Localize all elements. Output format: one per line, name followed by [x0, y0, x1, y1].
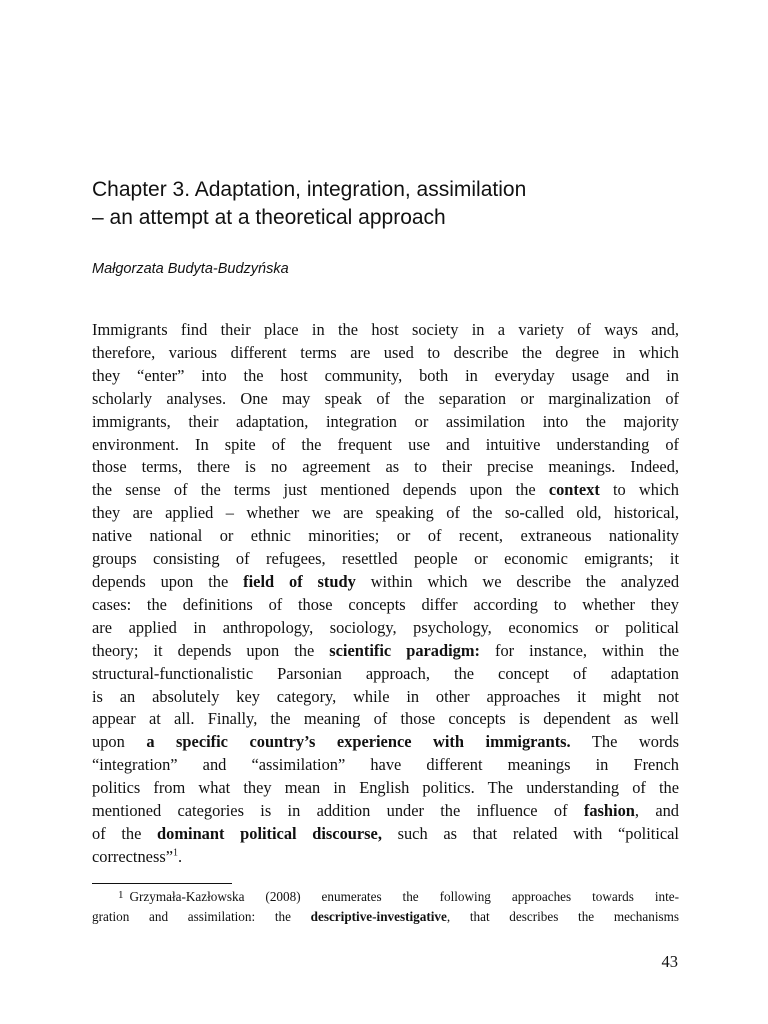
text-line: “integration” and “assimilation” have different meanings in French [92, 755, 679, 775]
text-segment: , that describes the mechanisms [446, 909, 680, 924]
bold-term-fashion: fashion [583, 801, 635, 821]
text-segment: depends upon the [92, 571, 229, 591]
footnote-marker: 1 [118, 889, 124, 901]
text-segment: of the [92, 823, 142, 843]
bold-term-descriptive-investigative: descriptive-investigative [310, 909, 447, 924]
text-segment: gration and assimilation: the [92, 909, 291, 924]
text-line: appear at all. Finally, the meaning of those concepts is dependent as well [92, 709, 679, 729]
text-line: structural-functionalistic Parsonian approach, the concept of adaptation [92, 663, 679, 683]
text-line: they are applied – whether we are speaking of the so-called old, historical, [92, 503, 679, 523]
author-name: Małgorzata Budyta-Budzyńska [92, 261, 289, 277]
bold-term-scientific-paradigm: scientific paradigm: [329, 640, 480, 660]
text-segment: mentioned categories is in addition under the influence of [92, 801, 568, 821]
footnote-reference[interactable]: 1 [173, 847, 178, 859]
footnote-separator [92, 883, 232, 884]
text-line: native national or ethnic minorities; or of recent, extraneous nationality [92, 526, 679, 546]
text-segment: . [178, 846, 183, 866]
text-line: cases: the definitions of those concepts differ according to whether they [92, 594, 679, 614]
text-segment: correctness” [92, 846, 173, 866]
text-segment: upon [92, 732, 125, 752]
chapter-title-line: – an attempt at a theoretical approach [92, 206, 446, 229]
bold-term-country-experience: a specific country’s experience with immigrants. [146, 732, 571, 752]
text-segment: , and [634, 801, 679, 821]
bold-term-field-of-study: field of study [243, 571, 356, 591]
text-line: is an absolutely key category, while in other approaches it might not [92, 686, 679, 706]
text-line [92, 823, 679, 846]
text-segment: Grzymała-Kazłowska (2008) enumerates the following approaches towards inte- [129, 889, 679, 904]
text-line [92, 640, 679, 663]
chapter-title-line: Chapter 3. Adaptation, integration, assimilation [92, 178, 527, 201]
text-line: groups consisting of refugees, resettled people or economic emigrants; it [92, 549, 679, 569]
text-segment: such as that related with “political [397, 823, 679, 843]
text-segment: theory; it depends upon the [92, 640, 315, 660]
body-paragraph [92, 319, 679, 869]
text-line [92, 731, 679, 754]
bold-term-dominant-discourse: dominant political discourse, [157, 823, 382, 843]
text-line: therefore, various different terms are used to describe the degree in which [92, 342, 679, 362]
page-number: 43 [661, 952, 678, 971]
text-line: politics from what they mean in English politics. The understanding of the [92, 778, 679, 798]
footnote [92, 887, 679, 927]
text-segment: The words [591, 732, 680, 752]
text-line: those terms, there is no agreement as to their precise meanings. Indeed, [92, 457, 679, 477]
text-line: are applied in anthropology, sociology, psychology, economics or political [92, 617, 679, 637]
text-line [92, 571, 679, 594]
text-line: environment. In spite of the frequent use and intuitive understanding of [92, 434, 679, 454]
text-line [92, 846, 679, 869]
text-segment: the sense of the terms just mentioned depends upon the [92, 480, 536, 500]
text-line [92, 800, 679, 823]
text-line: scholarly analyses. One may speak of the separation or marginalization of [92, 388, 679, 408]
text-line: Immigrants find their place in the host society in a variety of ways and, [92, 320, 679, 339]
chapter-title [92, 176, 692, 232]
text-segment: within which we describe the analyzed [370, 571, 680, 591]
text-segment: for instance, within the [495, 640, 679, 660]
text-line: immigrants, their adaptation, integration or assimilation into the majority [92, 411, 679, 431]
text-line: they “enter” into the host community, both in everyday usage and in [92, 365, 679, 385]
bold-term-context: context [548, 480, 600, 500]
text-line [92, 479, 679, 502]
text-segment: to which [613, 480, 679, 500]
footnote-line [92, 887, 679, 907]
footnote-line [92, 907, 679, 927]
